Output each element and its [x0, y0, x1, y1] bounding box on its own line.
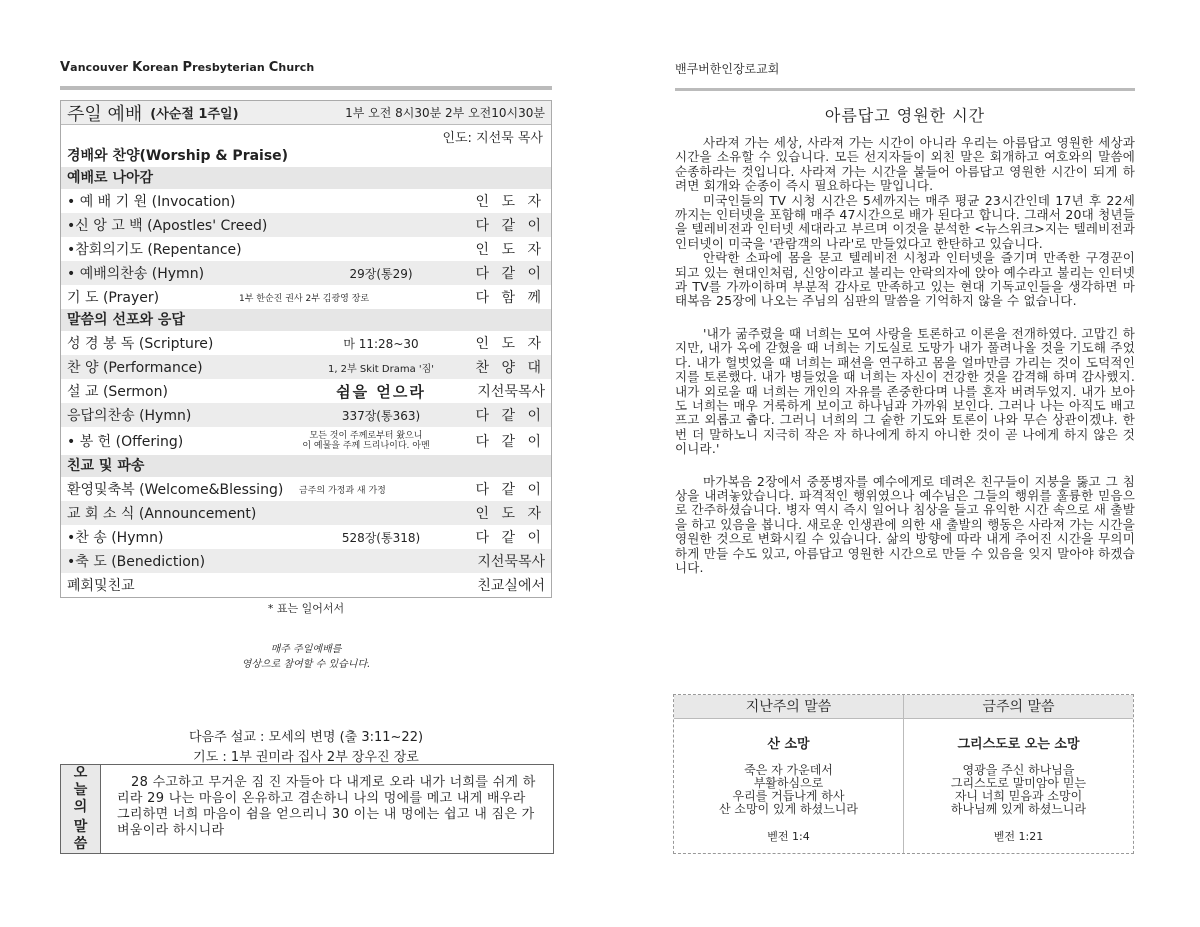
church-name-en: Vancouver Korean Presbyterian Church	[60, 60, 315, 75]
standing-note: * 표는 일어서서	[267, 602, 345, 615]
section-word: 말씀의 선포와 응답	[61, 309, 551, 331]
bulletin-right-page	[675, 60, 1135, 575]
column-paragraph: 마가복음 2장에서 중풍병자를 예수에게로 데려온 친구들이 지붕을 뚫고 그 침상을 내려놓았습니다. 파격적인 행위였으나 예수님은 그들의 행위를 훌륭한 믿음으로 간주하셨습니다. 병자 역시 즉시 일어나 침상을 들고 유익한 시간 속으로 새 출발을 하고 있음을 봅니다. 새로운 인생관에 의한 새 출발의 행동은 사라져 가는 시간을 영원한 것으로 변화시킬 수 있습니다. 삶의 방향에 따라 내게 주어진 시간을 무의미하게 만들 수도 있고, 아름답고 영원한 시간으로 만들 수 있음을 잊지 말아야 하겠습니다.	[675, 473, 1135, 575]
this-week-verse: 금주의 말씀 그리스도로 오는 소망 영광을 주신 하나님을 그리스도로 말미암아 믿는 자니 너희 믿음과 소망이 하나님께 있게 하셨느니라 벧전 1:21	[903, 695, 1133, 853]
weekly-verses-box	[673, 694, 1134, 854]
column-paragraph: 사라져 가는 세상, 사라져 가는 시간이 아니라 우리는 아름답고 영원한 세상과 시간을 소유할 수 있습니다. 모든 선지자들이 외친 말은 회개하고 여호와의 말씀에 순종하라는 것입니다. 사라져 가는 시간을 붙들어 아름답고 영원한 시간이 되게 하려면 회개와 순종이 즉시 필요하다는 말입니다.	[675, 135, 1135, 194]
next-week-info	[60, 728, 552, 768]
order-of-worship	[60, 100, 552, 598]
todays-word-tag: 오 늘 의 말 씀	[61, 765, 101, 853]
order-row: 설 교 (Sermon) 쉼을 얻으라 지선묵목사	[67, 382, 545, 401]
section-fellowship: 친교 및 파송	[61, 455, 551, 477]
header-rule	[675, 88, 1135, 91]
order-row: 응답의찬송 (Hymn) 337장(통363) 다 같 이	[61, 403, 551, 427]
service-leader: 인도: 지선묵 목사	[442, 131, 543, 146]
order-row: •참회의기도 (Repentance) 인 도 자	[67, 242, 545, 258]
todays-word-text: 28 수고하고 무거운 짐 진 자들아 다 내게로 오라 내가 너희를 쉬게 하리라 29 나는 마음이 온유하고 겸손하니 나의 멍에를 메고 내게 배우라 그리하면 너희 마음이 쉼을 얻으리니 30 이는 내 멍에는 쉽고 내 짐은 가벼움이라 하시니라	[117, 775, 536, 838]
service-subtitle: (사순절 1주일)	[150, 107, 239, 122]
online-worship-note: 매주 주일예배를 영상으로 참여할 수 있습니다.	[241, 644, 371, 670]
column-paragraph: '내가 굶주렸을 때 너희는 모여 사랑을 토론하고 이론을 전개하였다. 고맙긴 하지만, 내가 옥에 갇혔을 때 너희는 기도실로 도망가 내가 풀려나올 것을 기도해 주었다. 내가 헐벗었을 때 너희는 패션을 연구하고 몸을 얼마만큼 가리는 것이 도덕적인지를 토론했다. 내가 병들었을 때 너희는 자신이 건강한 것을 감격해 하며 감사했지. 내가 외로울 때 너희는 개인의 자유를 존중한다며 나를 혼자 버려두었지. 내가 보아도 너희는 매우 거룩하게 보이고 하나님과 가까워 보인다. 그러나 나는 아직도 배고프고 외롭고 춥다. 그러니 너희의 그 숱한 기도와 토론이 나와 무슨 상관이겠냐. 한 번 더 말하노니 지극히 작은 자 하나에게 하지 아니한 것이 곧 나에게 하지 않은 것이니라.'	[675, 325, 1135, 457]
order-row: 폐회및친교 친교실에서	[67, 578, 545, 594]
order-row: •신 앙 고 백 (Apostles' Creed) 다 같 이	[61, 213, 551, 237]
column-title: 아름답고 영원한 시간	[824, 106, 986, 125]
order-row: • 예 배 기 원 (Invocation) 인 도 자	[67, 194, 545, 210]
header-rule	[60, 86, 552, 90]
next-sermon: 다음주 설교 : 모세의 변명 (출 3:11~22)	[188, 730, 424, 745]
order-row: • 예배의찬송 (Hymn) 29장(통29) 다 같 이	[61, 261, 551, 285]
church-name-ko: 밴쿠버한인장로교회	[675, 62, 780, 76]
next-prayer: 기도 : 1부 권미라 집사 2부 장우진 장로	[193, 750, 419, 765]
order-row: •축 도 (Benediction) 지선묵목사	[61, 549, 551, 573]
bulletin-left-page	[60, 60, 552, 768]
service-times: 1부 오전 8시30분 2부 오전10시30분	[345, 106, 545, 120]
todays-word-box	[60, 764, 554, 854]
order-row: 환영및축복 (Welcome&Blessing) 금주의 가정과 새 가정 다 같 이	[67, 482, 545, 498]
column-paragraph: 안락한 소파에 몸을 묻고 텔레비전 시청과 인터넷을 즐기며 만족한 구경꾼이 되고 있는 현대인처럼, 신앙이라고 불리는 안락의자에 앉아 예수라고 불리는 인터넷과 TV를 가까이하며 부분적 감사로 만족하고 있는 현대 기독교인들을 생각하면 마태복음 25장에 나오는 주님의 심판의 말씀을 기억하지 않을 수 없습니다.	[675, 250, 1135, 309]
service-title: 주일 예배	[67, 103, 143, 125]
service-header	[61, 101, 551, 125]
section-approach: 예배로 나아감	[61, 167, 551, 189]
section-worship-praise: 경배와 찬양(Worship & Praise)	[67, 148, 289, 164]
column-paragraph: 미국인들의 TV 시청 시간은 5세까지는 매주 평균 23시간인데 17년 후 22세까지는 인터넷을 포함해 매주 47시간으로 배가 된다고 합니다. 그래서 20대 청년들을 텔레비전과 인터넷 세대라고 부르며 이것을 분석한 <뉴스위크>지는 텔레비전과 인터넷이 미국을 '관람객의 나라'로 만들었다고 한탄하고 있습니다.	[675, 192, 1135, 251]
order-row: 찬 양 (Performance) 1, 2부 Skit Drama '짐' 찬 양 대	[61, 355, 551, 379]
order-row: 교 회 소 식 (Announcement) 인 도 자	[61, 501, 551, 525]
order-row: •찬 송 (Hymn) 528장(통318) 다 같 이	[67, 530, 545, 546]
last-week-verse: 지난주의 말씀 산 소망 죽은 자 가운데서 부활하심으로 우리를 거듭나게 하사 산 소망이 있게 하셨느니라 벧전 1:4	[674, 695, 903, 853]
sermon-title: 쉼을 얻으라	[336, 382, 426, 401]
order-row: 기 도 (Prayer) 1부 한순진 권사 2부 김광영 장로 다 함 께	[67, 290, 545, 306]
order-row: 성 경 봉 독 (Scripture) 마 11:28~30 인 도 자	[67, 336, 545, 352]
order-row: • 봉 헌 (Offering) 모든 것이 주께로부터 왔으니 이 예물을 주께 드리나이다. 아멘 다 같 이	[67, 431, 545, 451]
